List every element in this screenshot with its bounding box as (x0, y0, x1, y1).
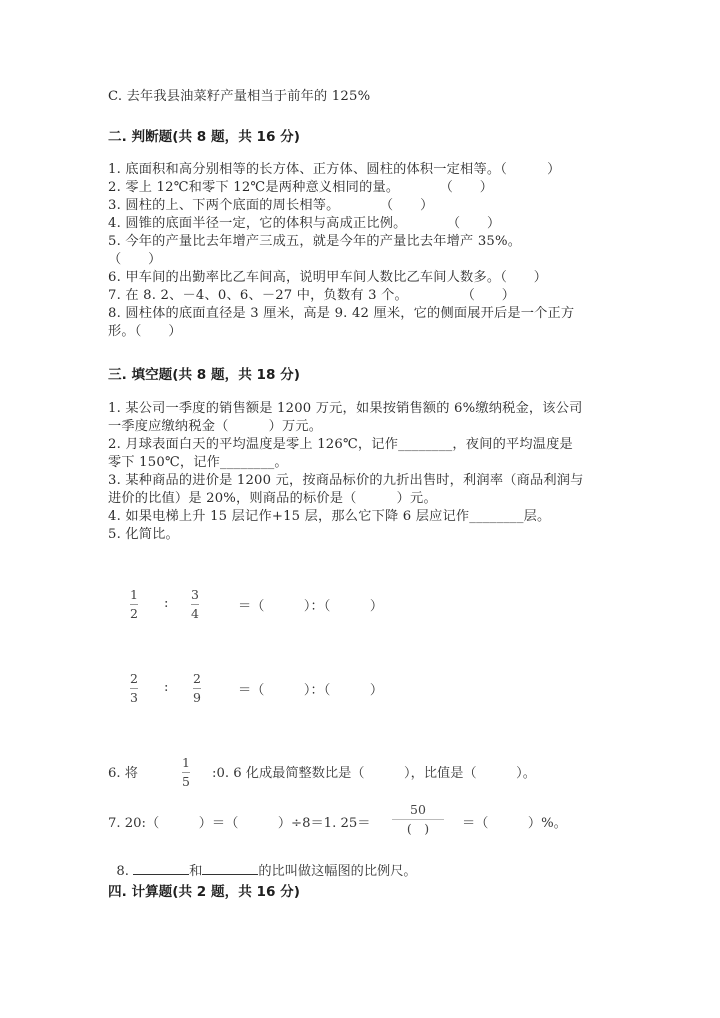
fraction-bar (130, 604, 138, 605)
fraction-2-3 (130, 672, 138, 705)
judgement-item-5-answer: （ ） (108, 252, 162, 267)
fill-item-3: 3. 某种商品的进价是 1200 元，按商品标价的九折出售时，利润率（商品利润与 (108, 473, 584, 488)
section-4-heading: 四. 计算题(共 2 题，共 16 分) (108, 884, 300, 900)
numerator: 3 (191, 587, 199, 602)
judgement-item-2: 2. 零上 12℃和零下 12℃是两种意义相同的量。 （ ） (108, 180, 494, 195)
fill-item-2-cont: 零下 150℃，记作________。 (108, 455, 288, 470)
ratio-colon: : (164, 680, 169, 695)
denominator: ( ) (406, 821, 430, 836)
judgement-item-5: 5. 今年的产量比去年增产三成五，就是今年的产量比去年增产 35%。 (108, 234, 522, 249)
q6-prefix: 6. 将 (108, 766, 138, 781)
fraction-2-9 (193, 672, 201, 705)
denominator: 9 (193, 690, 201, 705)
numerator: 50 (410, 802, 426, 817)
q7-prefix: 7. 20:（ ）＝（ ）÷8＝1. 25＝ (108, 816, 371, 831)
ratio-2-answer: ＝（ ）：（ ） (238, 683, 384, 698)
q7-suffix: ＝（ ）%。 (462, 816, 567, 831)
q6-suffix: :0. 6 化成最简整数比是（ ），比值是（ ）。 (212, 766, 536, 781)
fill-item-5: 5. 化简比。 (108, 527, 179, 542)
section-3-heading: 三. 填空题(共 8 题，共 18 分) (108, 367, 300, 383)
denominator: 5 (182, 774, 190, 789)
fraction-1-5 (182, 756, 190, 789)
answer-blank[interactable] (133, 862, 189, 875)
judgement-item-7: 7. 在 8. 2、－4、0、6、－27 中，负数有 3 个。 （ ） (108, 288, 516, 303)
fill-item-2: 2. 月球表面白天的平均温度是零上 126℃，记作________，夜间的平均温度是 (108, 437, 573, 452)
numerator: 2 (130, 671, 138, 686)
fill-item-8 (108, 845, 417, 879)
judgement-item-1: 1. 底面积和高分别相等的长方体、正方体、圆柱的体积一定相等。（ ） (108, 162, 561, 177)
judgement-item-4: 4. 圆锥的底面半径一定，它的体积与高成正比例。 （ ） (108, 216, 501, 231)
fraction-3-4 (191, 588, 199, 621)
fraction-bar (392, 819, 444, 820)
fraction-bar (193, 688, 201, 689)
fill-item-4: 4. 如果电梯上升 15 层记作+15 层，那么它下降 6 层应记作________层。 (108, 509, 551, 524)
q8-number: 8. (116, 864, 134, 879)
fraction-bar (191, 604, 199, 605)
fraction-bar (130, 688, 138, 689)
ratio-colon: : (164, 596, 169, 611)
judgement-item-3: 3. 圆柱的上、下两个底面的周长相等。 （ ） (108, 198, 434, 213)
fraction-1-2 (130, 588, 138, 621)
ratio-1-answer: ＝（ ）：（ ） (238, 599, 384, 614)
judgement-item-6: 6. 甲车间的出勤率比乙车间高，说明甲车间人数比乙车间人数多。（ ） (108, 270, 548, 285)
numerator: 2 (193, 671, 201, 686)
q8-suffix: 的比叫做这幅图的比例尺。 (258, 864, 417, 879)
fill-item-3-cont: 进价的比值）是 20%，则商品的标价是（ ）元。 (108, 491, 437, 506)
numerator: 1 (130, 587, 138, 602)
fraction-bar (182, 772, 190, 773)
fill-item-1: 1. 某公司一季度的销售额是 1200 万元，如果按销售额的 6%缴纳税金，该公司 (108, 401, 583, 416)
section-2-heading: 二. 判断题(共 8 题，共 16 分) (108, 129, 300, 145)
q8-and: 和 (189, 864, 203, 879)
option-c-line: C. 去年我县油菜籽产量相当于前年的 125% (108, 89, 371, 104)
denominator: 3 (130, 690, 138, 705)
denominator: 2 (130, 606, 138, 621)
judgement-item-8: 8. 圆柱体的底面直径是 3 厘米，高是 9. 42 厘米，它的侧面展开后是一个正方 (108, 306, 575, 321)
answer-blank[interactable] (202, 862, 258, 875)
denominator: 4 (191, 606, 199, 621)
fraction-50-blank (392, 803, 444, 836)
judgement-item-8-cont: 形。（ ） (108, 324, 182, 339)
numerator: 1 (182, 755, 190, 770)
fill-item-1-cont: 一季度应缴纳税金（ ）万元。 (108, 419, 323, 434)
